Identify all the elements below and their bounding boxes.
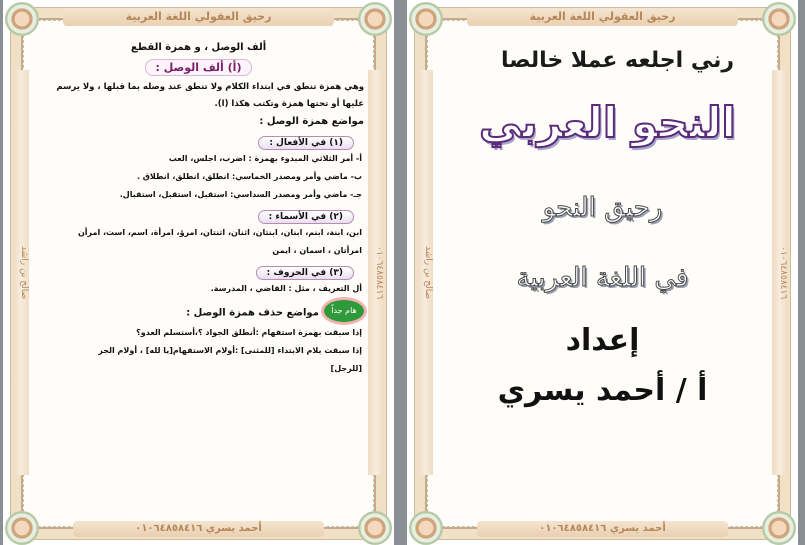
cover-dedication: رني اجلعه عملا خالصا bbox=[500, 48, 735, 73]
list-item: أ- أمر الثلاثي المبدوء بهمزة : اضرب، اجلس، العب bbox=[168, 154, 362, 163]
category-pill: (٣) في الحروف : bbox=[256, 266, 354, 280]
paragraph: وهي همزة تنطق في ابتداء الكلام ولا تنطق عند وصله بما قبلها ، ولا يرسم bbox=[56, 82, 364, 92]
subsection-title: مواضع حذف همزة الوصل : bbox=[186, 307, 319, 319]
page-header: رحيق العقولي اللغة العربية bbox=[63, 8, 334, 26]
ornament-corner bbox=[762, 511, 796, 545]
page-footer: أحمد يسري ٠١٠٦٤٨٥٨٤١٦ bbox=[73, 521, 324, 537]
list-item: إذا سبقت بهمزة استفهام :أنطلق الجواد ؟،أستسلم العدو؟ bbox=[136, 328, 362, 337]
ornament-corner bbox=[762, 2, 796, 36]
subsection-title: مواضع همزة الوصل : bbox=[259, 116, 364, 127]
list-item: أل التعريف ، مثل : القاضي ، المدرسة. bbox=[210, 284, 362, 293]
cover-author: أ / أحمد يسري bbox=[497, 373, 708, 408]
ornament-corner bbox=[5, 2, 39, 36]
category-pill: (١) في الأفعال : bbox=[258, 136, 354, 150]
cover-content bbox=[437, 38, 768, 505]
cover-prepared-by: إعداد bbox=[565, 323, 640, 358]
list-item: [للرجل] bbox=[330, 364, 362, 373]
list-item: إذا سبقت بلام الابتداء [للمثنى] :أولام الاستفهام[يا لله] ، أولام الجر bbox=[98, 346, 362, 355]
important-badge: هام جداً bbox=[324, 300, 364, 322]
paragraph: عليها أو تحتها همزة وتكتب هكذا (ا). bbox=[214, 99, 364, 109]
list-item: ب- ماضي وأمر ومصدر الخماسي: انطلق، انطلق، انطلاق . bbox=[136, 172, 362, 181]
page-footer: أحمد يسري ٠١٠٦٤٨٥٨٤١٦ bbox=[477, 521, 728, 537]
lesson-title: ألف الوصل ، و همزة القطع bbox=[130, 42, 267, 53]
ornament-corner bbox=[409, 511, 443, 545]
ornament-corner bbox=[5, 511, 39, 545]
side-band-left: صالح بن راشد bbox=[13, 70, 29, 475]
list-item: امرأتان ، اسمان ، ايمن bbox=[272, 246, 362, 255]
list-item: جـ- ماضي وأمر ومصدر السداسي: استقبل، استقبل، استقبال. bbox=[119, 190, 362, 199]
page-header: رحيق العقولي اللغة العربية bbox=[467, 8, 738, 26]
side-band-right: ٠١٠٦٤٨٥٨٤١٦ bbox=[368, 70, 384, 475]
cover-subtitle: رحيق النحو bbox=[542, 193, 663, 223]
cover-subtitle: في اللغة العربية bbox=[516, 263, 689, 293]
section-heading: (أ) ألف الوصل : bbox=[145, 59, 253, 76]
ornament-corner bbox=[358, 511, 392, 545]
side-band-left: صالح بن راشد bbox=[417, 70, 433, 475]
side-band-right: ٠١٠٦٤٨٥٨٤١٦ bbox=[772, 70, 788, 475]
left-page bbox=[3, 0, 394, 545]
lesson-content bbox=[33, 38, 364, 505]
list-item: ابن، ابنة، ابنم، ابنان، ابنتان، اثنان، اثنتان، امرؤ، امرأة، اسم، است، امرأن bbox=[77, 228, 362, 237]
right-page bbox=[407, 0, 798, 545]
ornament-corner bbox=[358, 2, 392, 36]
cover-title: النحو العربي bbox=[479, 98, 736, 147]
category-pill: (٢) في الأسماء : bbox=[258, 210, 354, 224]
ornament-corner bbox=[409, 2, 443, 36]
